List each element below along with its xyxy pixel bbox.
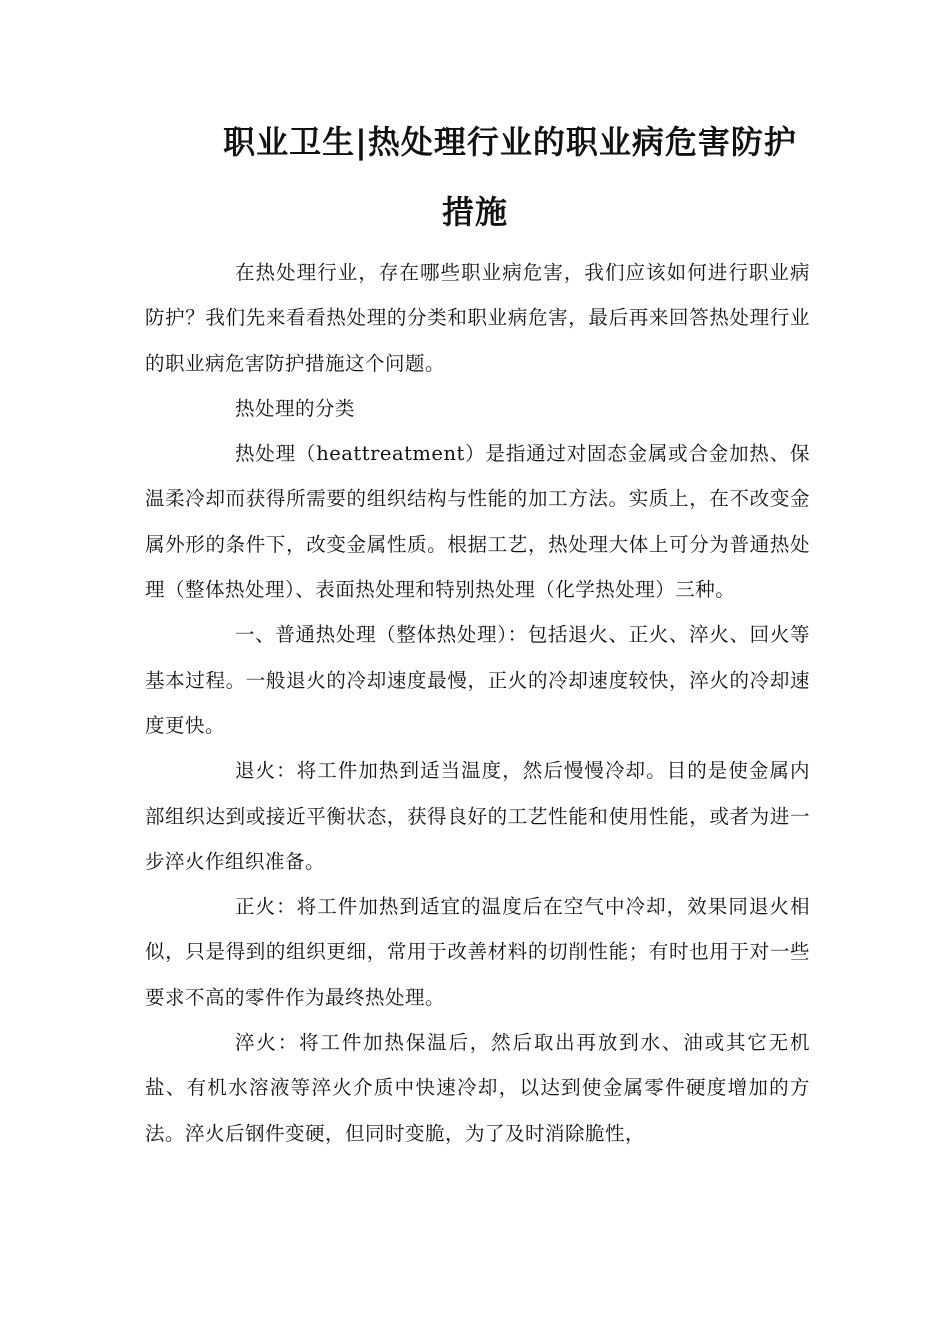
paragraph-intro: 在热处理行业，存在哪些职业病危害，我们应该如何进行职业病防护？我们先来看看热处理的分类和职业病危害，最后再来回答热处理行业的职业病危害防护措施这个问题。	[145, 261, 810, 375]
document-title-line-1: 职业卫生|热处理行业的职业病危害防护	[223, 123, 797, 161]
document-title-line-2: 措施	[441, 193, 508, 231]
paragraph-annealing: 退火：将工件加热到适当温度，然后慢慢冷却。目的是使金属内部组织达到或接近平衡状态，获得良好的工艺性能和使用性能，或者为进一步淬火作组织准备。	[145, 759, 810, 873]
paragraph-normalizing: 正火：将工件加热到适宜的温度后在空气中冷却，效果同退火相似，只是得到的组织更细，常用于改善材料的切削性能；有时也用于对一些要求不高的零件作为最终热处理。	[145, 895, 810, 1009]
paragraph-definition: 热处理（heattreatment）是指通过对固态金属或合金加热、保温柔冷却而获得所需要的组织结构与性能的加工方法。实质上，在不改变金属外形的条件下，改变金属性质。根据工艺，热处理大体上可分为普通热处理（整体热处理）、表面热处理和特别热处理（化学热处理）三种。	[145, 442, 810, 602]
paragraph-ordinary-heat-treatment: 一、普通热处理（整体热处理）：包括退火、正火、淬火、回火等基本过程。一般退火的冷却速度最慢，正火的冷却速度较快，淬火的冷却速度更快。	[145, 623, 810, 737]
document-body	[145, 250, 810, 1156]
paragraph-quenching: 淬火：将工件加热保温后，然后取出再放到水、油或其它无机盐、有机水溶液等淬火介质中快速冷却，以达到使金属零件硬度增加的方法。淬火后钢件变硬，但同时变脆，为了及时消除脆性，	[145, 1031, 810, 1145]
section-heading-classification: 热处理的分类	[235, 396, 356, 420]
